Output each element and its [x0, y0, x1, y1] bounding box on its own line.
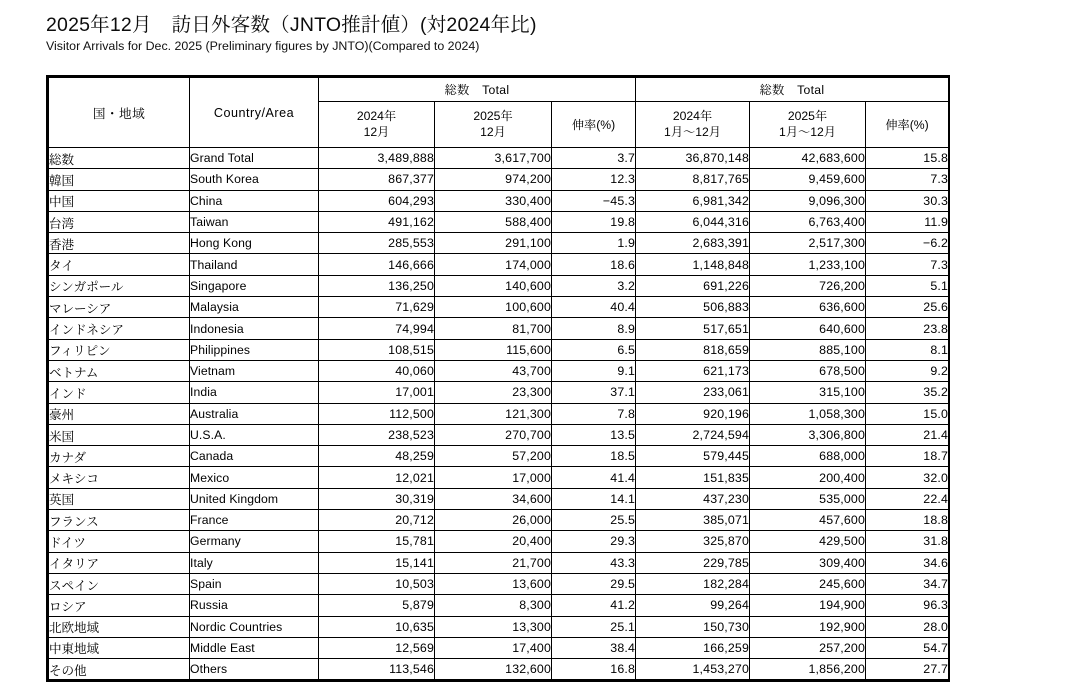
cell-yearly-2024: 150,730: [636, 616, 750, 637]
cell-area-en: Canada: [190, 446, 319, 467]
cell-yearly-2025: 200,400: [750, 467, 866, 488]
cell-yearly-2024: 1,453,270: [636, 659, 750, 680]
cell-yearly-rate: −6.2: [866, 233, 949, 254]
cell-area-ja: 英国: [49, 488, 190, 509]
cell-monthly-rate: 40.4: [552, 297, 636, 318]
cell-area-en: Spain: [190, 573, 319, 594]
cell-yearly-rate: 9.2: [866, 360, 949, 381]
title-block: [46, 13, 1046, 54]
cell-monthly-2024: 112,500: [319, 403, 435, 424]
header-yearly-2024: [636, 102, 750, 148]
cell-monthly-2025: 43,700: [435, 360, 552, 381]
cell-monthly-2024: 40,060: [319, 360, 435, 381]
cell-area-ja: ロシア: [49, 595, 190, 616]
cell-yearly-rate: 23.8: [866, 318, 949, 339]
header-group-monthly: 総数 Total: [319, 78, 636, 102]
cell-yearly-2024: 691,226: [636, 275, 750, 296]
cell-monthly-rate: 19.8: [552, 211, 636, 232]
cell-monthly-2025: 17,000: [435, 467, 552, 488]
cell-monthly-rate: 8.9: [552, 318, 636, 339]
table-row: [49, 510, 949, 531]
table-row: [49, 360, 949, 381]
page-title-english: Visitor Arrivals for Dec. 2025 (Preliminary figures by JNTO)(Compared to 2024): [46, 39, 480, 53]
cell-monthly-2024: 17,001: [319, 382, 435, 403]
cell-monthly-2024: 491,162: [319, 211, 435, 232]
table-row: [49, 446, 949, 467]
cell-yearly-2025: 2,517,300: [750, 233, 866, 254]
cell-monthly-rate: 14.1: [552, 488, 636, 509]
cell-monthly-2024: 867,377: [319, 169, 435, 190]
cell-yearly-2025: 726,200: [750, 275, 866, 296]
cell-yearly-2025: 457,600: [750, 510, 866, 531]
cell-monthly-rate: 18.5: [552, 446, 636, 467]
cell-yearly-2025: 535,000: [750, 488, 866, 509]
cell-yearly-2024: 1,148,848: [636, 254, 750, 275]
cell-area-ja: インド: [49, 382, 190, 403]
title-subject: 訪日外客数（JNTO推計値）(対2024年比): [171, 14, 537, 36]
cell-monthly-2024: 108,515: [319, 339, 435, 360]
cell-monthly-2024: 15,141: [319, 552, 435, 573]
cell-yearly-rate: 35.2: [866, 382, 949, 403]
cell-yearly-2025: 1,856,200: [750, 659, 866, 680]
cell-monthly-2025: 57,200: [435, 446, 552, 467]
cell-monthly-2024: 136,250: [319, 275, 435, 296]
cell-area-en: France: [190, 510, 319, 531]
cell-monthly-rate: 25.1: [552, 616, 636, 637]
cell-yearly-2025: 257,200: [750, 637, 866, 658]
cell-yearly-2025: 192,900: [750, 616, 866, 637]
cell-yearly-2024: 151,835: [636, 467, 750, 488]
cell-yearly-2024: 621,173: [636, 360, 750, 381]
cell-monthly-2024: 71,629: [319, 297, 435, 318]
cell-monthly-2025: 13,300: [435, 616, 552, 637]
cell-monthly-2024: 15,781: [319, 531, 435, 552]
cell-yearly-2025: 42,683,600: [750, 148, 866, 169]
cell-area-ja: 台湾: [49, 211, 190, 232]
header-monthly-growth-rate: 伸率(%): [552, 102, 636, 148]
cell-area-en: Philippines: [190, 339, 319, 360]
cell-monthly-2025: 20,400: [435, 531, 552, 552]
cell-area-en: Malaysia: [190, 297, 319, 318]
cell-monthly-2025: 100,600: [435, 297, 552, 318]
header-yearly-2024-year: 2024年: [672, 109, 713, 123]
cell-yearly-2025: 1,058,300: [750, 403, 866, 424]
cell-yearly-rate: 34.7: [866, 573, 949, 594]
cell-monthly-rate: 3.2: [552, 275, 636, 296]
cell-monthly-2025: 291,100: [435, 233, 552, 254]
cell-monthly-rate: 38.4: [552, 637, 636, 658]
table-row: [49, 573, 949, 594]
cell-monthly-rate: 41.2: [552, 595, 636, 616]
cell-area-en: Australia: [190, 403, 319, 424]
cell-yearly-rate: 15.0: [866, 403, 949, 424]
table-row: [49, 659, 949, 680]
cell-yearly-rate: 5.1: [866, 275, 949, 296]
statistics-table-container: [46, 75, 950, 682]
cell-yearly-rate: 7.3: [866, 254, 949, 275]
cell-yearly-rate: 8.1: [866, 339, 949, 360]
table-row: [49, 318, 949, 339]
cell-monthly-rate: 7.8: [552, 403, 636, 424]
table-row: [49, 637, 949, 658]
cell-area-ja: 中東地域: [49, 637, 190, 658]
cell-yearly-2024: 6,044,316: [636, 211, 750, 232]
cell-monthly-rate: 6.5: [552, 339, 636, 360]
table-row: [49, 148, 949, 169]
cell-yearly-2025: 429,500: [750, 531, 866, 552]
cell-monthly-2025: 588,400: [435, 211, 552, 232]
cell-yearly-2024: 166,259: [636, 637, 750, 658]
header-monthly-2025-month: 12月: [480, 124, 506, 139]
cell-yearly-rate: 27.7: [866, 659, 949, 680]
cell-monthly-rate: 3.7: [552, 148, 636, 169]
cell-yearly-rate: 21.4: [866, 424, 949, 445]
cell-area-ja: ドイツ: [49, 531, 190, 552]
visitor-arrivals-table: [48, 77, 949, 680]
header-monthly-2025: [435, 102, 552, 148]
cell-yearly-2024: 437,230: [636, 488, 750, 509]
header-yearly-2025-range: 1月～12月: [779, 124, 836, 139]
cell-monthly-2025: 17,400: [435, 637, 552, 658]
table-row: [49, 424, 949, 445]
cell-monthly-2024: 146,666: [319, 254, 435, 275]
cell-yearly-2025: 636,600: [750, 297, 866, 318]
cell-monthly-2025: 140,600: [435, 275, 552, 296]
cell-area-en: Thailand: [190, 254, 319, 275]
cell-monthly-2025: 26,000: [435, 510, 552, 531]
cell-yearly-2025: 688,000: [750, 446, 866, 467]
cell-area-ja: フィリピン: [49, 339, 190, 360]
cell-monthly-rate: 1.9: [552, 233, 636, 254]
cell-yearly-rate: 7.3: [866, 169, 949, 190]
table-row: [49, 403, 949, 424]
table-body: [49, 148, 949, 680]
table-row: [49, 552, 949, 573]
cell-area-ja: 豪州: [49, 403, 190, 424]
cell-yearly-2025: 6,763,400: [750, 211, 866, 232]
cell-monthly-rate: −45.3: [552, 190, 636, 211]
cell-area-en: U.S.A.: [190, 424, 319, 445]
cell-monthly-2025: 81,700: [435, 318, 552, 339]
table-row: [49, 233, 949, 254]
cell-yearly-rate: 18.7: [866, 446, 949, 467]
cell-monthly-2025: 974,200: [435, 169, 552, 190]
header-yearly-2025-year: 2025年: [787, 109, 828, 123]
cell-monthly-rate: 18.6: [552, 254, 636, 275]
cell-monthly-2024: 604,293: [319, 190, 435, 211]
cell-yearly-2024: 182,284: [636, 573, 750, 594]
header-monthly-2024-month: 12月: [363, 124, 390, 139]
cell-monthly-2024: 238,523: [319, 424, 435, 445]
header-area-en: Country/Area: [190, 78, 319, 148]
cell-area-ja: メキシコ: [49, 467, 190, 488]
cell-monthly-rate: 12.3: [552, 169, 636, 190]
cell-area-en: Nordic Countries: [190, 616, 319, 637]
table-row: [49, 275, 949, 296]
cell-area-ja: ベトナム: [49, 360, 190, 381]
cell-area-ja: その他: [49, 659, 190, 680]
cell-yearly-rate: 31.8: [866, 531, 949, 552]
cell-area-ja: 総数: [49, 148, 190, 169]
table-row: [49, 616, 949, 637]
cell-yearly-rate: 54.7: [866, 637, 949, 658]
cell-monthly-2024: 30,319: [319, 488, 435, 509]
cell-area-en: South Korea: [190, 169, 319, 190]
cell-monthly-2025: 270,700: [435, 424, 552, 445]
cell-yearly-2024: 385,071: [636, 510, 750, 531]
cell-yearly-2024: 8,817,765: [636, 169, 750, 190]
header-yearly-2024-range: 1月～12月: [664, 124, 721, 139]
cell-yearly-rate: 15.8: [866, 148, 949, 169]
cell-yearly-2024: 6,981,342: [636, 190, 750, 211]
title-period: 2025年12月: [46, 14, 152, 36]
cell-monthly-2025: 174,000: [435, 254, 552, 275]
cell-monthly-2024: 20,712: [319, 510, 435, 531]
cell-area-ja: スペイン: [49, 573, 190, 594]
cell-yearly-2024: 579,445: [636, 446, 750, 467]
cell-yearly-2024: 506,883: [636, 297, 750, 318]
cell-monthly-2025: 121,300: [435, 403, 552, 424]
table-row: [49, 382, 949, 403]
cell-monthly-2025: 34,600: [435, 488, 552, 509]
cell-yearly-2024: 229,785: [636, 552, 750, 573]
cell-area-ja: シンガポール: [49, 275, 190, 296]
cell-area-en: China: [190, 190, 319, 211]
header-yearly-2025: [750, 102, 866, 148]
cell-monthly-2024: 12,021: [319, 467, 435, 488]
cell-yearly-rate: 22.4: [866, 488, 949, 509]
cell-yearly-2024: 233,061: [636, 382, 750, 403]
cell-monthly-2024: 10,635: [319, 616, 435, 637]
cell-area-en: Grand Total: [190, 148, 319, 169]
cell-area-ja: インドネシア: [49, 318, 190, 339]
cell-area-ja: 北欧地域: [49, 616, 190, 637]
cell-yearly-rate: 96.3: [866, 595, 949, 616]
table-row: [49, 531, 949, 552]
cell-monthly-rate: 29.5: [552, 573, 636, 594]
cell-area-ja: マレーシア: [49, 297, 190, 318]
cell-yearly-2025: 3,306,800: [750, 424, 866, 445]
cell-monthly-2024: 74,994: [319, 318, 435, 339]
header-monthly-2024-year: 2024年: [356, 109, 397, 123]
header-monthly-2024: [319, 102, 435, 148]
cell-yearly-2024: 517,651: [636, 318, 750, 339]
cell-yearly-2025: 245,600: [750, 573, 866, 594]
header-monthly-2025-year: 2025年: [473, 109, 513, 123]
cell-monthly-rate: 41.4: [552, 467, 636, 488]
cell-area-en: Russia: [190, 595, 319, 616]
cell-monthly-2025: 115,600: [435, 339, 552, 360]
cell-yearly-rate: 28.0: [866, 616, 949, 637]
page-title-japanese: [46, 13, 1046, 37]
cell-monthly-2025: 132,600: [435, 659, 552, 680]
cell-monthly-2024: 113,546: [319, 659, 435, 680]
cell-area-ja: 中国: [49, 190, 190, 211]
cell-monthly-rate: 37.1: [552, 382, 636, 403]
cell-area-en: Singapore: [190, 275, 319, 296]
cell-monthly-2025: 13,600: [435, 573, 552, 594]
cell-area-ja: カナダ: [49, 446, 190, 467]
cell-yearly-2025: 194,900: [750, 595, 866, 616]
cell-yearly-2024: 2,724,594: [636, 424, 750, 445]
cell-area-en: United Kingdom: [190, 488, 319, 509]
cell-monthly-rate: 16.8: [552, 659, 636, 680]
cell-yearly-rate: 18.8: [866, 510, 949, 531]
cell-area-en: Hong Kong: [190, 233, 319, 254]
cell-monthly-2025: 3,617,700: [435, 148, 552, 169]
cell-area-ja: イタリア: [49, 552, 190, 573]
table-row: [49, 488, 949, 509]
cell-monthly-2025: 23,300: [435, 382, 552, 403]
cell-yearly-2025: 315,100: [750, 382, 866, 403]
cell-monthly-2025: 8,300: [435, 595, 552, 616]
table-row: [49, 339, 949, 360]
cell-area-en: Germany: [190, 531, 319, 552]
cell-monthly-2024: 5,879: [319, 595, 435, 616]
cell-area-en: Middle East: [190, 637, 319, 658]
header-area-ja: 国・地域: [49, 78, 190, 148]
cell-monthly-2024: 12,569: [319, 637, 435, 658]
cell-yearly-2025: 9,459,600: [750, 169, 866, 190]
cell-area-ja: タイ: [49, 254, 190, 275]
cell-yearly-2025: 678,500: [750, 360, 866, 381]
cell-area-en: Others: [190, 659, 319, 680]
table-row: [49, 467, 949, 488]
cell-yearly-2025: 9,096,300: [750, 190, 866, 211]
cell-monthly-rate: 13.5: [552, 424, 636, 445]
header-yearly-growth-rate: 伸率(%): [866, 102, 949, 148]
table-row: [49, 297, 949, 318]
cell-area-en: Vietnam: [190, 360, 319, 381]
cell-monthly-2024: 48,259: [319, 446, 435, 467]
table-row: [49, 211, 949, 232]
cell-area-en: Mexico: [190, 467, 319, 488]
cell-area-en: India: [190, 382, 319, 403]
cell-yearly-rate: 25.6: [866, 297, 949, 318]
cell-monthly-rate: 43.3: [552, 552, 636, 573]
cell-monthly-2024: 3,489,888: [319, 148, 435, 169]
cell-yearly-2024: 36,870,148: [636, 148, 750, 169]
cell-monthly-rate: 25.5: [552, 510, 636, 531]
cell-yearly-2024: 99,264: [636, 595, 750, 616]
cell-yearly-2025: 640,600: [750, 318, 866, 339]
cell-monthly-rate: 9.1: [552, 360, 636, 381]
cell-yearly-rate: 34.6: [866, 552, 949, 573]
cell-yearly-rate: 30.3: [866, 190, 949, 211]
cell-yearly-2024: 818,659: [636, 339, 750, 360]
table-row: [49, 169, 949, 190]
cell-yearly-2025: 1,233,100: [750, 254, 866, 275]
cell-area-en: Italy: [190, 552, 319, 573]
cell-monthly-rate: 29.3: [552, 531, 636, 552]
cell-yearly-2024: 2,683,391: [636, 233, 750, 254]
cell-yearly-2025: 885,100: [750, 339, 866, 360]
cell-yearly-2025: 309,400: [750, 552, 866, 573]
table-row: [49, 190, 949, 211]
cell-monthly-2025: 330,400: [435, 190, 552, 211]
cell-area-en: Indonesia: [190, 318, 319, 339]
cell-yearly-rate: 11.9: [866, 211, 949, 232]
header-group-yearly: 総数 Total: [636, 78, 949, 102]
cell-yearly-2024: 325,870: [636, 531, 750, 552]
cell-monthly-2024: 10,503: [319, 573, 435, 594]
table-header-row-group: [49, 78, 949, 102]
cell-yearly-rate: 32.0: [866, 467, 949, 488]
cell-area-ja: 米国: [49, 424, 190, 445]
table-header: [49, 78, 949, 148]
cell-area-ja: 韓国: [49, 169, 190, 190]
cell-area-en: Taiwan: [190, 211, 319, 232]
cell-area-ja: 香港: [49, 233, 190, 254]
cell-yearly-2024: 920,196: [636, 403, 750, 424]
cell-area-ja: フランス: [49, 510, 190, 531]
cell-monthly-2024: 285,553: [319, 233, 435, 254]
table-row: [49, 254, 949, 275]
cell-monthly-2025: 21,700: [435, 552, 552, 573]
table-row: [49, 595, 949, 616]
